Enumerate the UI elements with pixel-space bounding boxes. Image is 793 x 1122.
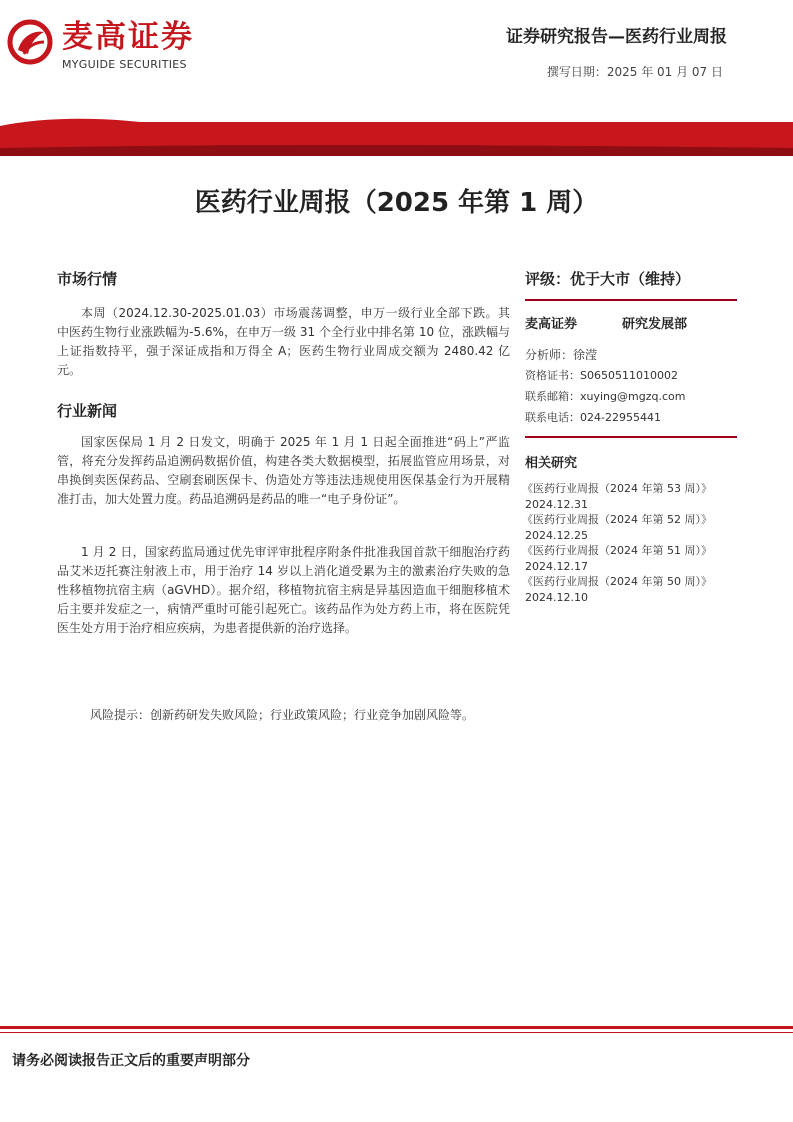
risk-warning: 风险提示：创新药研发失败风险；行业政策风险；行业竞争加剧风险等。 xyxy=(90,708,475,722)
news-paragraph-2: 1 月 2 日，国家药监局通过优先审评审批程序附条件批准我国首款干细胞治疗药品艾米迈托赛注射液上市，用于治疗 14 岁以上消化道受累为主的激素治疗失败的急性移植物抗宿主病（aGVHD）。据介绍，移植物抗宿主病是异基因造血干细胞移植术后主要并发症之一，病情严重时可能引起死亡。该药品作为处方药上市，将在医院凭医生处方用于治疗相应疾病，为患者提供新的治疗选择。 xyxy=(57,545,510,635)
related-research-date: 2024.12.31 xyxy=(525,497,588,511)
related-research-item[interactable] xyxy=(522,574,752,605)
related-research-title: 《医药行业周报（2024 年第 53 周）》 xyxy=(522,482,712,495)
report-date: 撰写日期：2025 年 01 月 07 日 xyxy=(546,65,723,79)
related-research-date: 2024.12.25 xyxy=(525,528,588,542)
related-research-heading: 相关研究 xyxy=(525,456,578,471)
related-research-list xyxy=(522,481,752,605)
analyst-certificate: 资格证书：S0650511010002 xyxy=(525,369,678,382)
brand-name-en: MYGUIDE SECURITIES xyxy=(62,58,187,71)
market-heading: 市场行情 xyxy=(57,270,118,288)
sidebar-divider xyxy=(525,299,737,301)
footer-divider-thin xyxy=(0,1032,793,1033)
related-research-title: 《医药行业周报（2024 年第 50 周）》 xyxy=(522,575,712,588)
analyst-name: 分析师：徐滢 xyxy=(525,348,598,362)
news-heading: 行业新闻 xyxy=(57,402,118,420)
document-title: 医药行业周报（2025 年第 1 周） xyxy=(194,188,599,218)
market-paragraph: 本周（2024.12.30-2025.01.03）市场震荡调整，申万一级行业全部下跌。其中医药生物行业涨跌幅为-5.6%，在申万一级 31 个全行业中排名第 10 位，涨跌幅与上证指数持平，强于深证成指和万得全 A；医药生物行业周成交额为 2480.42 亿元。 xyxy=(57,306,510,377)
disclaimer-note: 请务必阅读报告正文后的重要声明部分 xyxy=(12,1053,250,1069)
brand-logo-icon xyxy=(6,18,54,66)
rating: 评级：优于大市（维持） xyxy=(525,270,691,288)
brand-name-cn: 麦高证券 xyxy=(62,19,194,55)
footer-divider xyxy=(0,1026,793,1029)
related-research-item[interactable] xyxy=(522,543,752,574)
sidebar-divider xyxy=(525,436,737,438)
related-research-date: 2024.12.10 xyxy=(525,590,588,604)
department-name: 研究发展部 xyxy=(622,317,688,332)
analyst-phone: 联系电话：024-22955441 xyxy=(525,411,661,424)
report-type: 证券研究报告—医药行业周报 xyxy=(506,27,727,47)
analyst-email[interactable]: 联系邮箱：xuying@mgzq.com xyxy=(525,390,686,403)
related-research-title: 《医药行业周报（2024 年第 51 周）》 xyxy=(522,544,712,557)
related-research-title: 《医药行业周报（2024 年第 52 周）》 xyxy=(522,513,712,526)
related-research-item[interactable] xyxy=(522,481,752,512)
related-research-item[interactable] xyxy=(522,512,752,543)
related-research-date: 2024.12.17 xyxy=(525,559,588,573)
news-paragraph-1: 国家医保局 1 月 2 日发文，明确于 2025 年 1 月 1 日起全面推进“码上”严监管，将充分发挥药品追溯码数据价值，构建各类大数据模型，拓展监管应用场景，对串换倒卖医保药品、空刷套刷医保卡、伪造处方等违法违规使用医保基金行为开展精准打击，加大处置力度。药品追溯码是药品的唯一“电子身份证”。 xyxy=(57,435,510,506)
firm-name: 麦高证券 xyxy=(525,317,578,332)
header-band xyxy=(0,118,793,156)
